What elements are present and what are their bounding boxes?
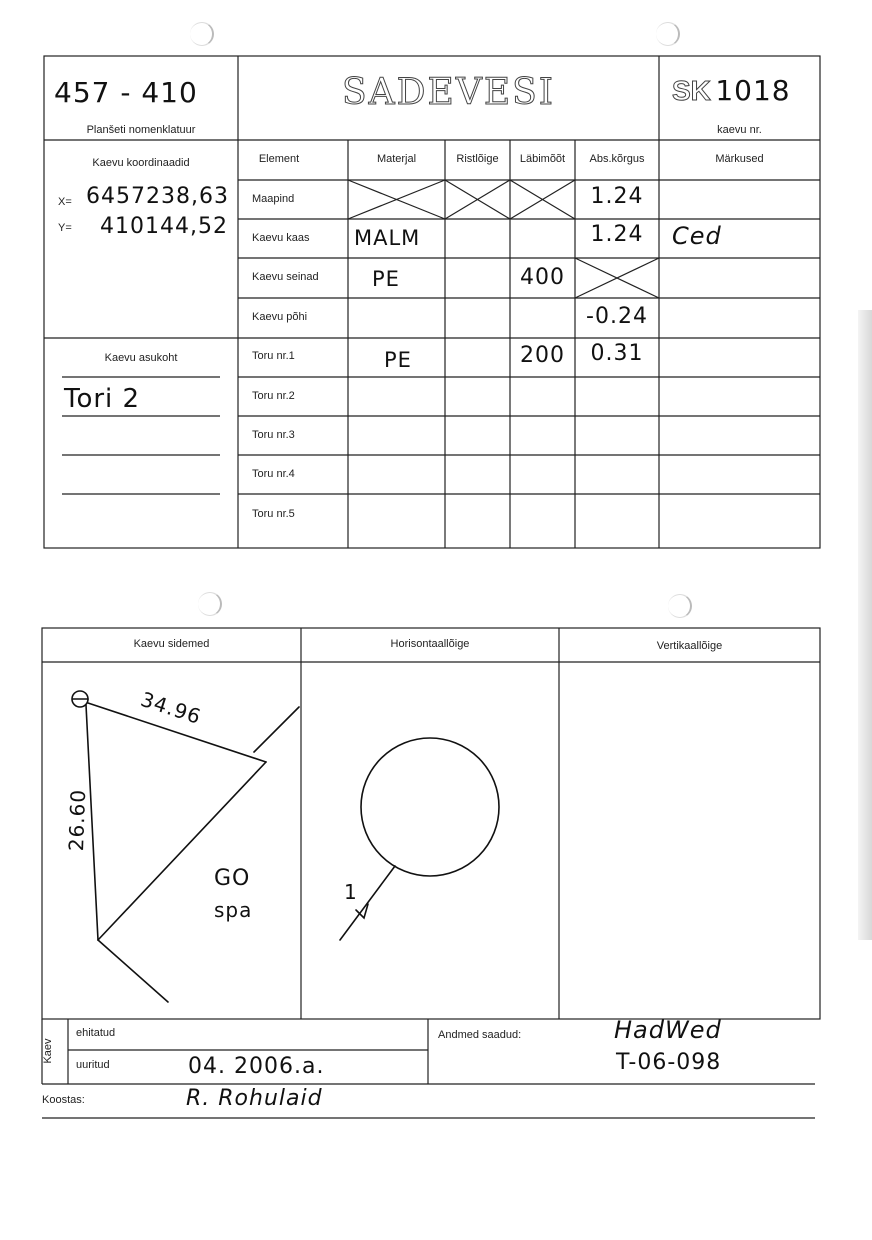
compiled-by-signature: R. Rohulaid bbox=[186, 1086, 323, 1111]
location-label: Kaevu asukoht bbox=[104, 352, 178, 364]
col-header-element: Element bbox=[258, 153, 300, 165]
well-id-number: 1018 bbox=[715, 74, 791, 107]
vertical-section-label: Vertikaallõige bbox=[656, 640, 723, 652]
row-element: Kaevu kaas bbox=[252, 232, 310, 244]
x-value: 6457238,63 bbox=[86, 184, 229, 209]
cell-material: PE bbox=[372, 267, 400, 291]
x-label: X= bbox=[58, 196, 72, 208]
cell-height: 1.24 bbox=[590, 184, 644, 209]
col-header-material: Materjal bbox=[376, 153, 417, 165]
sketch-note-2: spa bbox=[214, 898, 253, 922]
cell-height: -0.24 bbox=[586, 304, 648, 329]
coordinates-label: Kaevu koordinaadid bbox=[92, 157, 190, 169]
data-source-value-2: T-06-098 bbox=[616, 1050, 722, 1075]
row-element: Toru nr.2 bbox=[252, 390, 295, 402]
footer-side-label: Kaev bbox=[42, 1038, 54, 1064]
horizontal-section-label: Horisontaallõige bbox=[390, 638, 470, 650]
col-header-height: Abs.kõrgus bbox=[589, 153, 645, 165]
y-value: 410144,52 bbox=[100, 214, 228, 239]
surveyed-label: uuritud bbox=[76, 1059, 110, 1071]
row-element: Toru nr.3 bbox=[252, 429, 295, 441]
ties-label: Kaevu sidemed bbox=[133, 638, 210, 650]
row-element: Kaevu põhi bbox=[252, 311, 308, 323]
form-title: SADEVESI bbox=[342, 72, 555, 113]
cell-material: PE bbox=[384, 348, 412, 372]
data-source-value-1: HadWed bbox=[614, 1016, 722, 1044]
compiled-by-label: Koostas: bbox=[42, 1094, 85, 1106]
surveyed-value: 04. 2006.a. bbox=[188, 1054, 325, 1079]
nomenclature-value: 457 - 410 bbox=[54, 76, 198, 109]
col-header-section: Ristlõige bbox=[456, 153, 499, 165]
cell-height: 1.24 bbox=[590, 222, 644, 247]
nomenclature-label: Planšeti nomenklatuur bbox=[86, 124, 196, 136]
data-source-label: Andmed saadud: bbox=[438, 1029, 522, 1041]
well-id-label: kaevu nr. bbox=[717, 124, 762, 136]
cell-diameter: 200 bbox=[520, 343, 565, 368]
cell-height: 0.31 bbox=[590, 341, 644, 366]
row-element: Toru nr.5 bbox=[252, 508, 295, 520]
y-label: Y= bbox=[58, 222, 72, 234]
row-element: Toru nr.4 bbox=[252, 468, 295, 480]
cell-diameter: 400 bbox=[520, 265, 565, 290]
col-header-diameter: Läbimõõt bbox=[519, 153, 566, 165]
built-label: ehitatud bbox=[76, 1027, 116, 1039]
cell-material: MALM bbox=[354, 226, 421, 250]
sketch-note-1: GO bbox=[214, 866, 251, 891]
row-element: Kaevu seinad bbox=[252, 271, 319, 283]
col-header-notes: Märkused bbox=[715, 153, 764, 165]
distance-top: 34.96 bbox=[137, 686, 205, 730]
row-element: Maapind bbox=[252, 193, 295, 205]
distance-left: 26.60 bbox=[64, 788, 91, 852]
well-id-prefix: SK bbox=[672, 75, 711, 106]
cell-notes: Ced bbox=[672, 222, 722, 250]
pipe-number-label: 1 bbox=[344, 880, 358, 904]
location-value: Tori 2 bbox=[64, 384, 141, 414]
row-element: Toru nr.1 bbox=[252, 350, 295, 362]
